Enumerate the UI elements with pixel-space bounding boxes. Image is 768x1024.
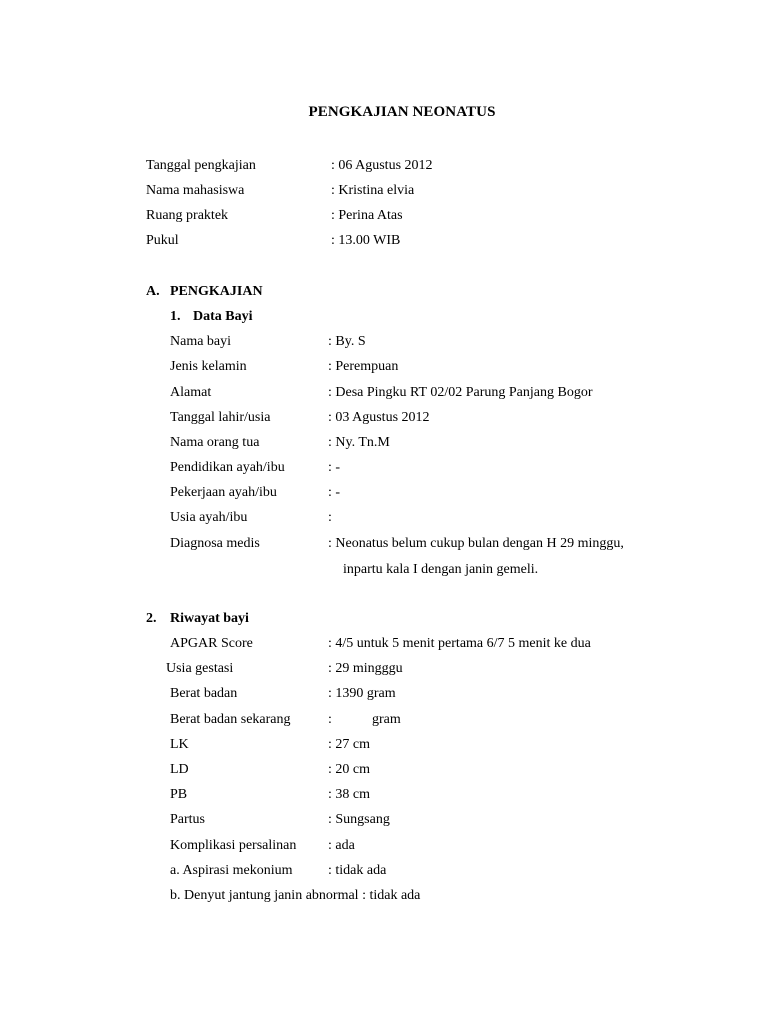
field-value-diagnosa: : Neonatus belum cukup bulan dengan H 29 minggu, xyxy=(328,536,624,551)
field-value-usia-ortu: : xyxy=(328,510,332,525)
field-value-berat-badan-sekarang: : xyxy=(328,712,332,727)
field-label-pekerjaan: Pekerjaan ayah/ibu xyxy=(170,485,277,500)
section-1-marker: 1. xyxy=(170,309,181,324)
field-label-berat-badan: Berat badan xyxy=(170,686,238,701)
field-value-ld: : 20 cm xyxy=(328,762,370,777)
field-label-ruang-praktek: Ruang praktek xyxy=(146,208,229,223)
field-value-aspirasi-mekonium: : tidak ada xyxy=(328,863,387,878)
field-label-alamat: Alamat xyxy=(170,385,212,400)
field-value-tanggal-pengkajian: : 06 Agustus 2012 xyxy=(331,158,433,173)
section-a-marker: A. xyxy=(146,284,160,299)
field-label-nama-bayi: Nama bayi xyxy=(170,334,232,349)
section-a-title: PENGKAJIAN xyxy=(170,284,263,299)
field-label-berat-badan-sekarang: Berat badan sekarang xyxy=(170,712,291,727)
field-label-pendidikan: Pendidikan ayah/ibu xyxy=(170,460,285,475)
field-label-komplikasi: Komplikasi persalinan xyxy=(170,838,297,853)
field-value-pekerjaan: : - xyxy=(328,485,341,500)
field-label-pb: PB xyxy=(170,787,188,802)
field-label-jenis-kelamin: Jenis kelamin xyxy=(170,359,247,374)
field-value-ruang-praktek: : Perina Atas xyxy=(331,208,403,223)
field-value-diagnosa-continuation: inpartu kala I dengan janin gemeli. xyxy=(343,562,539,577)
field-label-usia-ortu: Usia ayah/ibu xyxy=(170,510,248,525)
field-value-tanggal-lahir: : 03 Agustus 2012 xyxy=(328,410,430,425)
field-value-nama-mahasiswa: : Kristina elvia xyxy=(331,183,415,198)
section-1-title: Data Bayi xyxy=(193,309,253,324)
field-value-usia-gestasi: : 29 mingggu xyxy=(328,661,403,676)
field-value-nama-bayi: : By. S xyxy=(328,334,366,349)
field-value-pb: : 38 cm xyxy=(328,787,370,802)
field-denyut-jantung-janin: b. Denyut jantung janin abnormal : tidak ada xyxy=(170,888,421,903)
field-label-apgar: APGAR Score xyxy=(170,636,253,651)
field-label-nama-orang-tua: Nama orang tua xyxy=(170,435,260,450)
field-value-apgar: : 4/5 untuk 5 menit pertama 6/7 5 menit ke dua xyxy=(328,636,591,651)
field-value-nama-orang-tua: : Ny. Tn.M xyxy=(328,435,390,450)
field-label-tanggal-pengkajian: Tanggal pengkajian xyxy=(146,158,256,173)
field-label-tanggal-lahir: Tanggal lahir/usia xyxy=(170,410,271,425)
field-value-pendidikan: : - xyxy=(328,460,341,475)
field-value-komplikasi: : ada xyxy=(328,838,355,853)
field-value-jenis-kelamin: : Perempuan xyxy=(328,359,399,374)
field-label-lk: LK xyxy=(170,737,189,752)
field-label-partus: Partus xyxy=(170,812,205,827)
field-label-aspirasi-mekonium: a. Aspirasi mekonium xyxy=(170,863,293,878)
field-label-diagnosa: Diagnosa medis xyxy=(170,536,260,551)
field-value-berat-badan-sekarang-unit: gram xyxy=(372,712,401,727)
section-2-marker: 2. xyxy=(146,611,157,626)
field-value-pukul: : 13.00 WIB xyxy=(331,233,401,248)
field-value-partus: : Sungsang xyxy=(328,812,390,827)
field-value-alamat: : Desa Pingku RT 02/02 Parung Panjang Bogor xyxy=(328,385,593,400)
field-label-ld: LD xyxy=(170,762,189,777)
field-value-berat-badan: : 1390 gram xyxy=(328,686,396,701)
document-title: PENGKAJIAN NEONATUS xyxy=(308,104,496,120)
field-label-pukul: Pukul xyxy=(146,233,179,248)
field-value-lk: : 27 cm xyxy=(328,737,370,752)
section-2-title: Riwayat bayi xyxy=(170,611,249,626)
field-label-usia-gestasi: Usia gestasi xyxy=(166,661,234,676)
field-label-nama-mahasiswa: Nama mahasiswa xyxy=(146,183,245,198)
